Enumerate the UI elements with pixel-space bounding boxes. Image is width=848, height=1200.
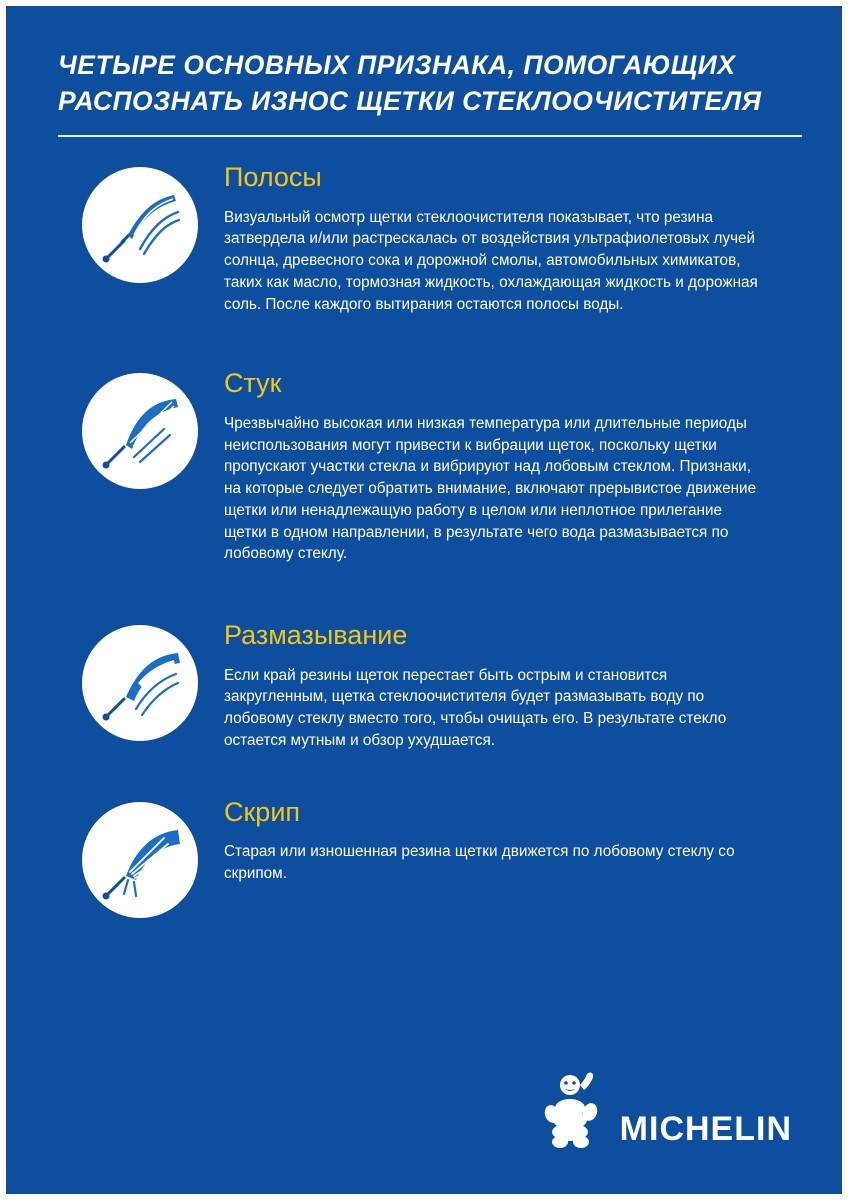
icon-badge: [82, 373, 198, 489]
section-body: Визуальный осмотр щетки стеклоочистителя показывает, что резина затвердела и/или растрескалась от воздействия ультрафиолетовых лучей солнца, древесного сока и дорожной смолы, автомобильных химикатов, таких как масло, тормозная жидкость, охлаждающая жидкость и дорожная соль. После каждого вытирания остаются полосы воды.: [224, 208, 758, 313]
icon-column: [56, 163, 224, 283]
section-item: [56, 369, 792, 565]
icon-badge: [82, 625, 198, 741]
section-item: [56, 163, 792, 315]
section-title: Скрип: [224, 796, 301, 827]
icon-column: [56, 798, 224, 918]
section-title: Стук: [224, 368, 282, 399]
michelin-man-icon: [540, 1068, 606, 1154]
title-divider: [58, 135, 802, 137]
poster-inner: [6, 6, 842, 1194]
section-title: Размазывание: [224, 620, 408, 650]
wiper-smearing-icon: [94, 637, 186, 729]
section-body: Чрезвычайно высокая или низкая температура или длительные периоды неиспользования могут привести к вибрации щеток, поскольку щетки пропускают участки стекла и вибрируют над лобовым стеклом. Признаки, на которые следует обратить внимание, включают прерывистое движение щетки или ненадлежащую работу в целом или неплотное прилегание щетки в одном направлении, в результате чего вода размазывается по лобовому стеклу.: [224, 414, 757, 563]
wiper-squeak-icon: [94, 814, 186, 906]
text-column: [224, 163, 792, 315]
sections-list: [56, 163, 792, 918]
text-column: [224, 369, 792, 565]
page-title: ЧЕТЫРЕ ОСНОВНЫХ ПРИЗНАКА, ПОМОГАЮЩИХ РАСПОЗНАТЬ ИЗНОС ЩЕТКИ СТЕКЛООЧИСТИТЕЛЯ: [58, 50, 762, 116]
section-item: [56, 621, 792, 752]
wiper-chatter-icon: [94, 385, 186, 477]
icon-badge: [82, 167, 198, 283]
section-title: Полосы: [224, 162, 322, 192]
brand-wordmark: MICHELIN: [619, 1110, 792, 1148]
section-body: Старая или изношенная резина щетки движется по лобовому стеклу со скрипом.: [224, 843, 735, 882]
icon-badge: [82, 802, 198, 918]
text-column: [224, 621, 792, 752]
icon-column: [56, 621, 224, 741]
section-body: Если край резины щеток перестает быть острым и становится закругленным, щетка стеклоочистителя будет размазывать воду по лобовому стеклу вместо того, чтобы очищать его. В результате стекло остается мутным и обзор ухудшается.: [224, 666, 727, 749]
wiper-streaks-icon: [94, 179, 186, 271]
text-column: [224, 798, 792, 885]
section-item: [56, 798, 792, 918]
icon-column: [56, 369, 224, 489]
brand-footer: [540, 1068, 792, 1154]
